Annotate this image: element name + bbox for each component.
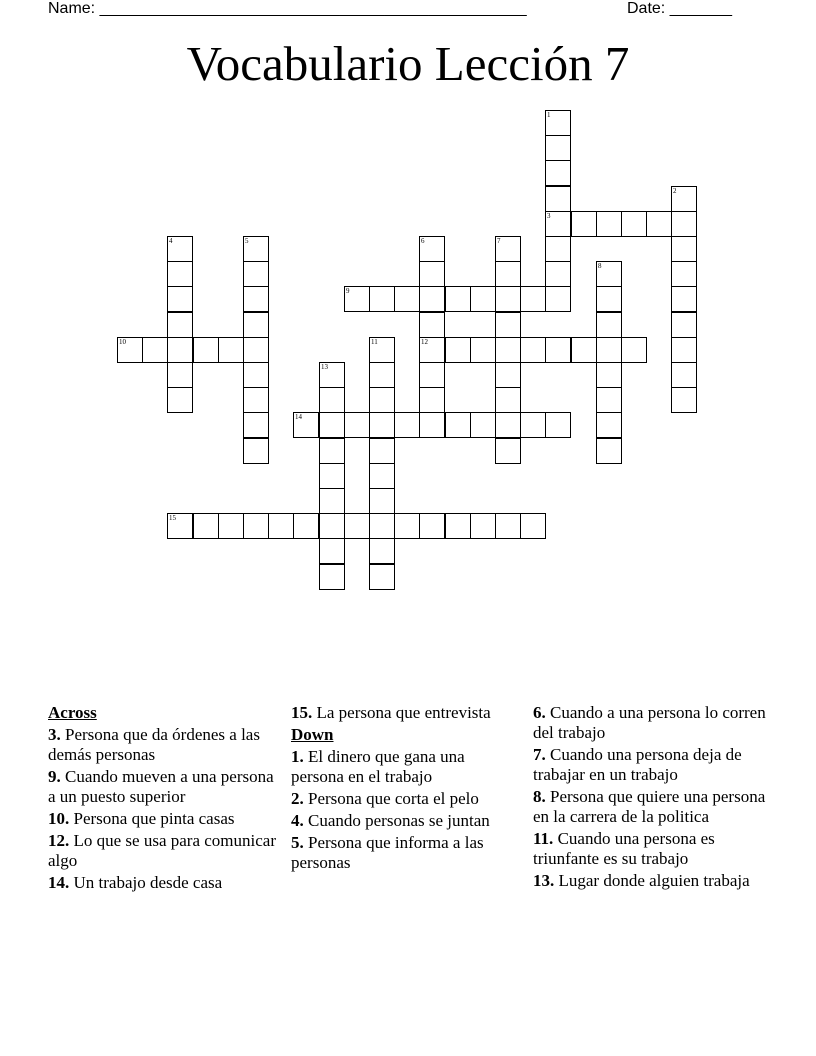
grid-cell[interactable] — [369, 412, 395, 438]
grid-cell[interactable] — [445, 337, 471, 363]
grid-cell[interactable] — [243, 513, 269, 539]
clue-down-2: 2. Persona que corta el pelo — [291, 789, 479, 808]
grid-cell[interactable] — [495, 312, 521, 338]
grid-cell[interactable] — [596, 312, 622, 338]
cell-number: 11 — [371, 338, 378, 346]
grid-cell[interactable] — [419, 387, 445, 413]
clues-column-1 — [48, 703, 280, 895]
grid-cell[interactable] — [319, 387, 345, 413]
grid-cell[interactable] — [596, 286, 622, 312]
grid-cell[interactable] — [369, 387, 395, 413]
clue-down-5: 5. Persona que informa a las personas — [291, 833, 484, 872]
grid-cell[interactable] — [167, 362, 193, 388]
grid-cell[interactable] — [142, 337, 168, 363]
cell-number: 2 — [673, 187, 677, 195]
grid-cell[interactable] — [369, 438, 395, 464]
grid-cell[interactable] — [344, 513, 370, 539]
grid-cell[interactable] — [193, 337, 219, 363]
grid-cell[interactable] — [495, 337, 521, 363]
across-heading: Across — [48, 703, 97, 722]
clue-down-6: 6. Cuando a una persona lo corren del trabajo — [533, 703, 766, 742]
grid-cell[interactable] — [671, 211, 697, 237]
page-title: Vocabulario Lección 7 — [186, 36, 630, 91]
clue-across-15: 15. La persona que entrevista — [291, 703, 491, 722]
grid-cell[interactable] — [193, 513, 219, 539]
grid-cell[interactable] — [571, 211, 597, 237]
grid-cell[interactable] — [545, 337, 571, 363]
grid-cell[interactable] — [545, 261, 571, 287]
cell-number: 5 — [245, 237, 249, 245]
grid-cell[interactable] — [243, 337, 269, 363]
grid-cell[interactable] — [319, 463, 345, 489]
grid-cell[interactable] — [520, 513, 546, 539]
grid-cell[interactable] — [369, 337, 395, 363]
grid-cell[interactable] — [470, 286, 496, 312]
grid-cell[interactable] — [596, 438, 622, 464]
grid-cell[interactable] — [545, 110, 571, 136]
grid-cell[interactable] — [671, 337, 697, 363]
grid-cell[interactable] — [167, 513, 193, 539]
grid-cell[interactable] — [545, 135, 571, 161]
grid-cell[interactable] — [344, 286, 370, 312]
grid-cell[interactable] — [495, 261, 521, 287]
grid-cell[interactable] — [319, 412, 345, 438]
clue-down-1: 1. El dinero que gana una persona en el trabajo — [291, 747, 465, 786]
grid-cell[interactable] — [470, 412, 496, 438]
grid-cell[interactable] — [520, 337, 546, 363]
grid-cell[interactable] — [167, 337, 193, 363]
grid-cell[interactable] — [218, 513, 244, 539]
clue-down-7: 7. Cuando una persona deja de trabajar en un trabajo — [533, 745, 742, 784]
grid-cell[interactable] — [495, 286, 521, 312]
grid-cell[interactable] — [319, 538, 345, 564]
grid-cell[interactable] — [243, 261, 269, 287]
grid-cell[interactable] — [243, 312, 269, 338]
grid-cell[interactable] — [293, 412, 319, 438]
cell-number: 14 — [295, 413, 302, 421]
grid-cell[interactable] — [495, 412, 521, 438]
grid-cell[interactable] — [671, 286, 697, 312]
grid-cell[interactable] — [445, 513, 471, 539]
grid-cell[interactable] — [545, 211, 571, 237]
grid-cell[interactable] — [520, 412, 546, 438]
grid-cell[interactable] — [419, 337, 445, 363]
grid-cell[interactable] — [243, 412, 269, 438]
grid-cell[interactable] — [495, 236, 521, 262]
grid-cell[interactable] — [445, 412, 471, 438]
clue-across-3: 3. Persona que da órdenes a las demás personas — [48, 725, 260, 764]
cell-number: 8 — [598, 262, 602, 270]
grid-cell[interactable] — [369, 488, 395, 514]
grid-cell[interactable] — [596, 412, 622, 438]
grid-cell[interactable] — [419, 513, 445, 539]
grid-cell[interactable] — [319, 564, 345, 590]
grid-cell[interactable] — [369, 362, 395, 388]
cell-number: 6 — [421, 237, 425, 245]
grid-cell[interactable] — [545, 236, 571, 262]
grid-cell[interactable] — [671, 261, 697, 287]
grid-cell[interactable] — [596, 211, 622, 237]
grid-cell[interactable] — [495, 362, 521, 388]
grid-cell[interactable] — [369, 564, 395, 590]
cell-number: 3 — [547, 212, 551, 220]
grid-cell[interactable] — [167, 236, 193, 262]
clue-down-13: 13. Lugar donde alguien trabaja — [533, 871, 750, 890]
grid-cell[interactable] — [369, 286, 395, 312]
clues-column-2 — [291, 703, 511, 875]
grid-cell[interactable] — [495, 438, 521, 464]
grid-cell[interactable] — [167, 387, 193, 413]
grid-cell[interactable] — [445, 286, 471, 312]
grid-cell[interactable] — [167, 261, 193, 287]
grid-cell[interactable] — [571, 337, 597, 363]
grid-cell[interactable] — [243, 438, 269, 464]
grid-cell[interactable] — [671, 387, 697, 413]
grid-cell[interactable] — [117, 337, 143, 363]
grid-cell[interactable] — [369, 538, 395, 564]
grid-cell[interactable] — [545, 412, 571, 438]
grid-cell[interactable] — [394, 513, 420, 539]
grid-cell[interactable] — [167, 286, 193, 312]
grid-cell[interactable] — [243, 236, 269, 262]
grid-cell[interactable] — [520, 286, 546, 312]
grid-cell[interactable] — [394, 286, 420, 312]
grid-cell[interactable] — [243, 387, 269, 413]
cell-number: 4 — [169, 237, 173, 245]
grid-cell[interactable] — [671, 312, 697, 338]
clues-column-3 — [533, 703, 773, 893]
grid-cell[interactable] — [545, 186, 571, 212]
cell-number: 7 — [497, 237, 501, 245]
date-line: Date: _______ — [627, 0, 732, 17]
grid-cell[interactable] — [596, 362, 622, 388]
grid-cell[interactable] — [470, 513, 496, 539]
grid-cell[interactable] — [671, 186, 697, 212]
clue-down-11: 11. Cuando una persona es triunfante es su trabajo — [533, 829, 715, 868]
grid-cell[interactable] — [596, 387, 622, 413]
grid-cell[interactable] — [167, 312, 193, 338]
grid-cell[interactable] — [671, 236, 697, 262]
cell-number: 15 — [169, 514, 176, 522]
clue-down-8: 8. Persona que quiere una persona en la carrera de la politica — [533, 787, 766, 826]
grid-cell[interactable] — [419, 261, 445, 287]
grid-cell[interactable] — [394, 412, 420, 438]
grid-cell[interactable] — [319, 513, 345, 539]
grid-cell[interactable] — [545, 286, 571, 312]
grid-cell[interactable] — [419, 236, 445, 262]
cell-number: 13 — [321, 363, 328, 371]
name-line: Name: ________________________________________________ — [48, 0, 527, 17]
clue-across-9: 9. Cuando mueven a una persona a un puesto superior — [48, 767, 274, 806]
grid-cell[interactable] — [621, 337, 647, 363]
clue-across-14: 14. Un trabajo desde casa — [48, 873, 223, 892]
grid-cell[interactable] — [545, 160, 571, 186]
grid-cell[interactable] — [243, 286, 269, 312]
grid-cell[interactable] — [419, 412, 445, 438]
grid-cell[interactable] — [319, 362, 345, 388]
cell-number: 10 — [119, 338, 126, 346]
grid-cell[interactable] — [621, 211, 647, 237]
grid-cell[interactable] — [419, 362, 445, 388]
grid-cell[interactable] — [646, 211, 672, 237]
grid-cell[interactable] — [470, 337, 496, 363]
grid-cell[interactable] — [596, 261, 622, 287]
cell-number: 1 — [547, 111, 551, 119]
clue-down-4: 4. Cuando personas se juntan — [291, 811, 490, 830]
grid-cell[interactable] — [671, 362, 697, 388]
cell-number: 12 — [421, 338, 428, 346]
grid-cell[interactable] — [495, 513, 521, 539]
grid-cell[interactable] — [369, 463, 395, 489]
clue-across-10: 10. Persona que pinta casas — [48, 809, 235, 828]
grid-cell[interactable] — [293, 513, 319, 539]
down-heading: Down — [291, 725, 334, 744]
grid-cell[interactable] — [419, 312, 445, 338]
grid-cell[interactable] — [268, 513, 294, 539]
grid-cell[interactable] — [319, 488, 345, 514]
clue-across-12: 12. Lo que se usa para comunicar algo — [48, 831, 276, 870]
grid-cell[interactable] — [419, 286, 445, 312]
grid-cell[interactable] — [495, 387, 521, 413]
grid-cell[interactable] — [344, 412, 370, 438]
cell-number: 9 — [346, 287, 350, 295]
grid-cell[interactable] — [218, 337, 244, 363]
grid-cell[interactable] — [369, 513, 395, 539]
grid-cell[interactable] — [319, 438, 345, 464]
grid-cell[interactable] — [596, 337, 622, 363]
grid-cell[interactable] — [243, 362, 269, 388]
